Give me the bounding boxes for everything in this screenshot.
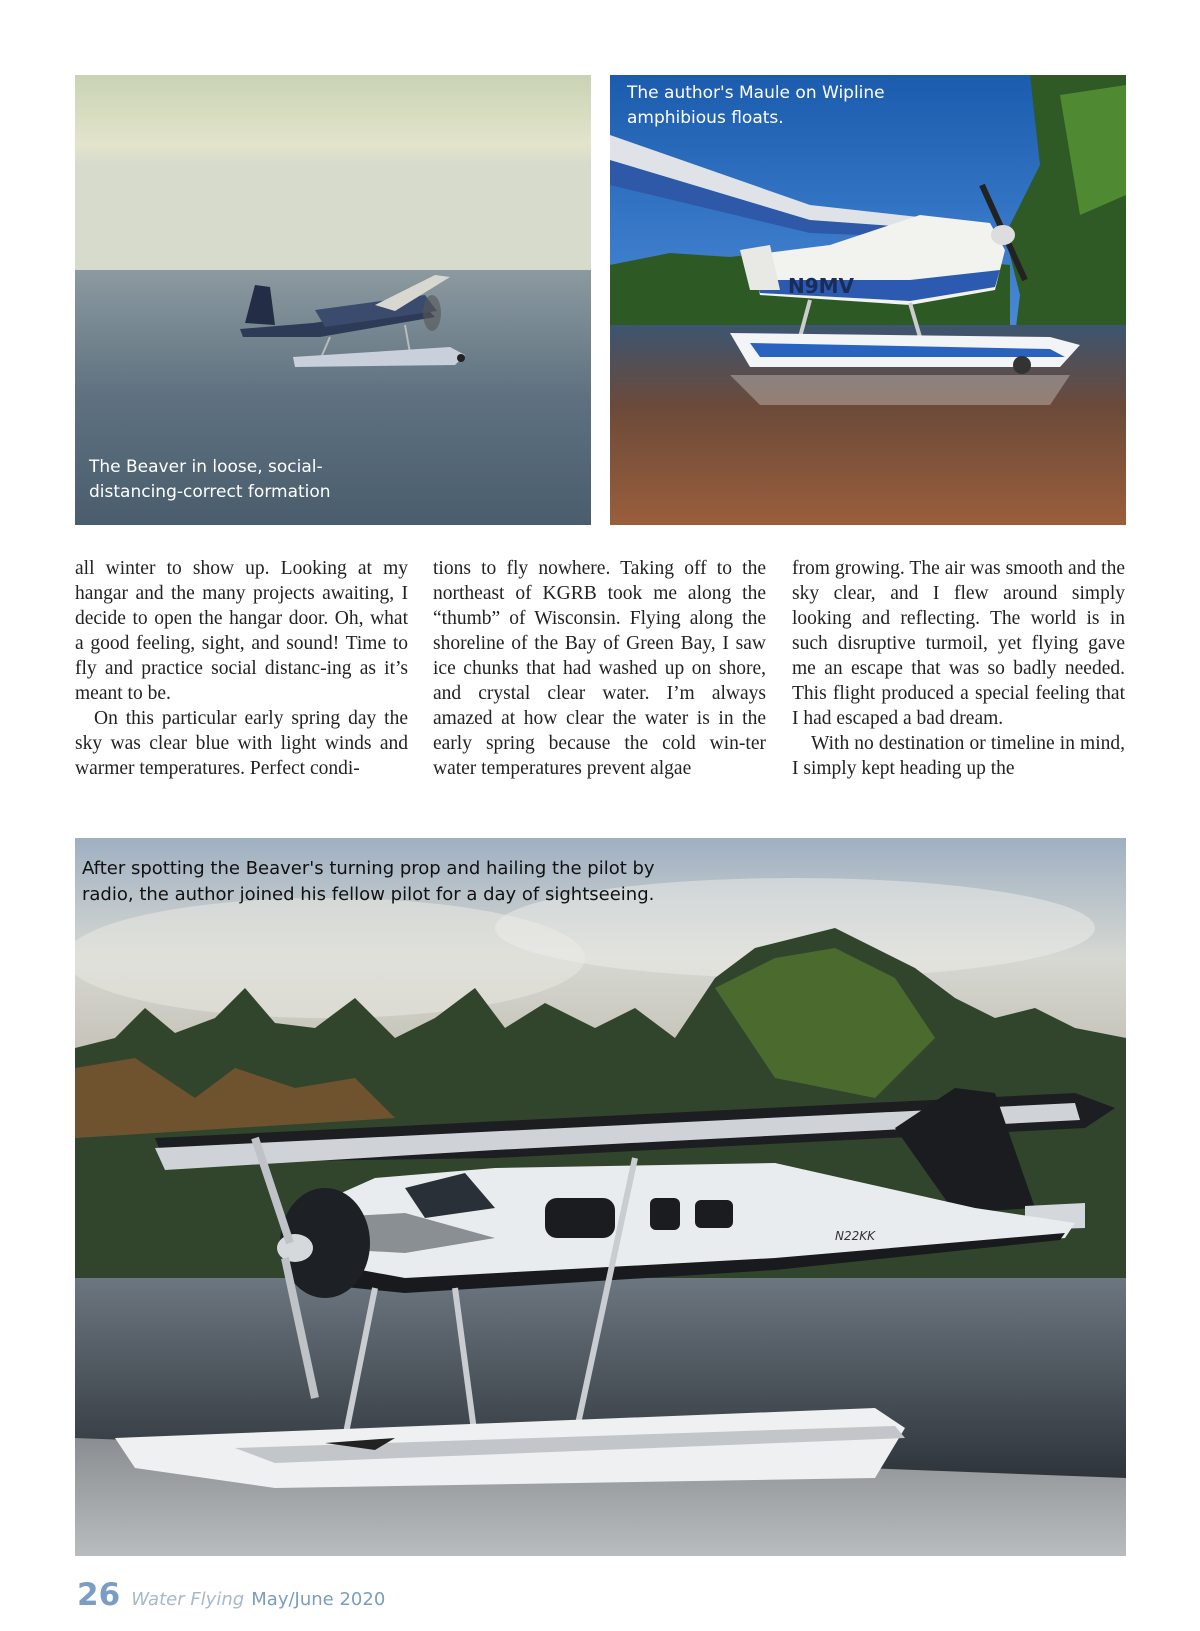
page-number: 26 bbox=[77, 1577, 121, 1613]
beaver-dock-caption: After spotting the Beaver's turning prop and hailing the pilot by radio, the author joined his fellow pilot for a day of sightseeing. bbox=[82, 858, 655, 905]
beaver-dock-photo bbox=[75, 838, 1126, 1556]
maule-floats-photo bbox=[610, 75, 1126, 525]
beaver-formation-photo bbox=[75, 75, 591, 525]
article-column-3 bbox=[792, 556, 1125, 781]
page-footer bbox=[77, 1577, 385, 1613]
article-paragraph: With no destination or timeline in mind, I simply kept heading up the bbox=[792, 733, 1125, 779]
article-paragraph: from growing. The air was smooth and the sky clear, and I flew around simply looking and reflecting. The world is in such disruptive turmoil, yet flying gave me an escape that was so badly needed. This flight produced a special feeling that I had escaped a bad dream. bbox=[792, 558, 1125, 729]
article-column-1 bbox=[75, 556, 408, 781]
magazine-name: Water Flying bbox=[131, 1589, 245, 1610]
maule-floats-caption: The author's Maule on Wipline amphibious floats. bbox=[627, 83, 885, 128]
beaver-formation-caption: The Beaver in loose, social- distancing-correct formation bbox=[89, 457, 331, 502]
article-paragraph: all winter to show up. Looking at my hangar and the many projects awaiting, I decide to open the hangar door. Oh, what a good feeling, sight, and sound! Time to fly and practice social distanc-ing as it’s meant to be. bbox=[75, 558, 408, 704]
svg-text:N9MV: N9MV bbox=[788, 274, 855, 298]
issue-date: May/June 2020 bbox=[251, 1589, 386, 1610]
svg-text:N22KK: N22KK bbox=[835, 1229, 875, 1243]
article-paragraph: On this particular early spring day the sky was clear blue with light winds and warmer temperatures. Perfect condi- bbox=[75, 708, 408, 779]
article-column-2 bbox=[433, 556, 766, 781]
article-paragraph: tions to fly nowhere. Taking off to the northeast of KGRB took me along the “thumb” of Wisconsin. Flying along the shoreline of the Bay of Green Bay, I saw ice chunks that had washed up on shore, and crystal clear water. I’m always amazed at how clear the water is in the early spring because the cold win-ter water temperatures prevent algae bbox=[433, 558, 766, 779]
